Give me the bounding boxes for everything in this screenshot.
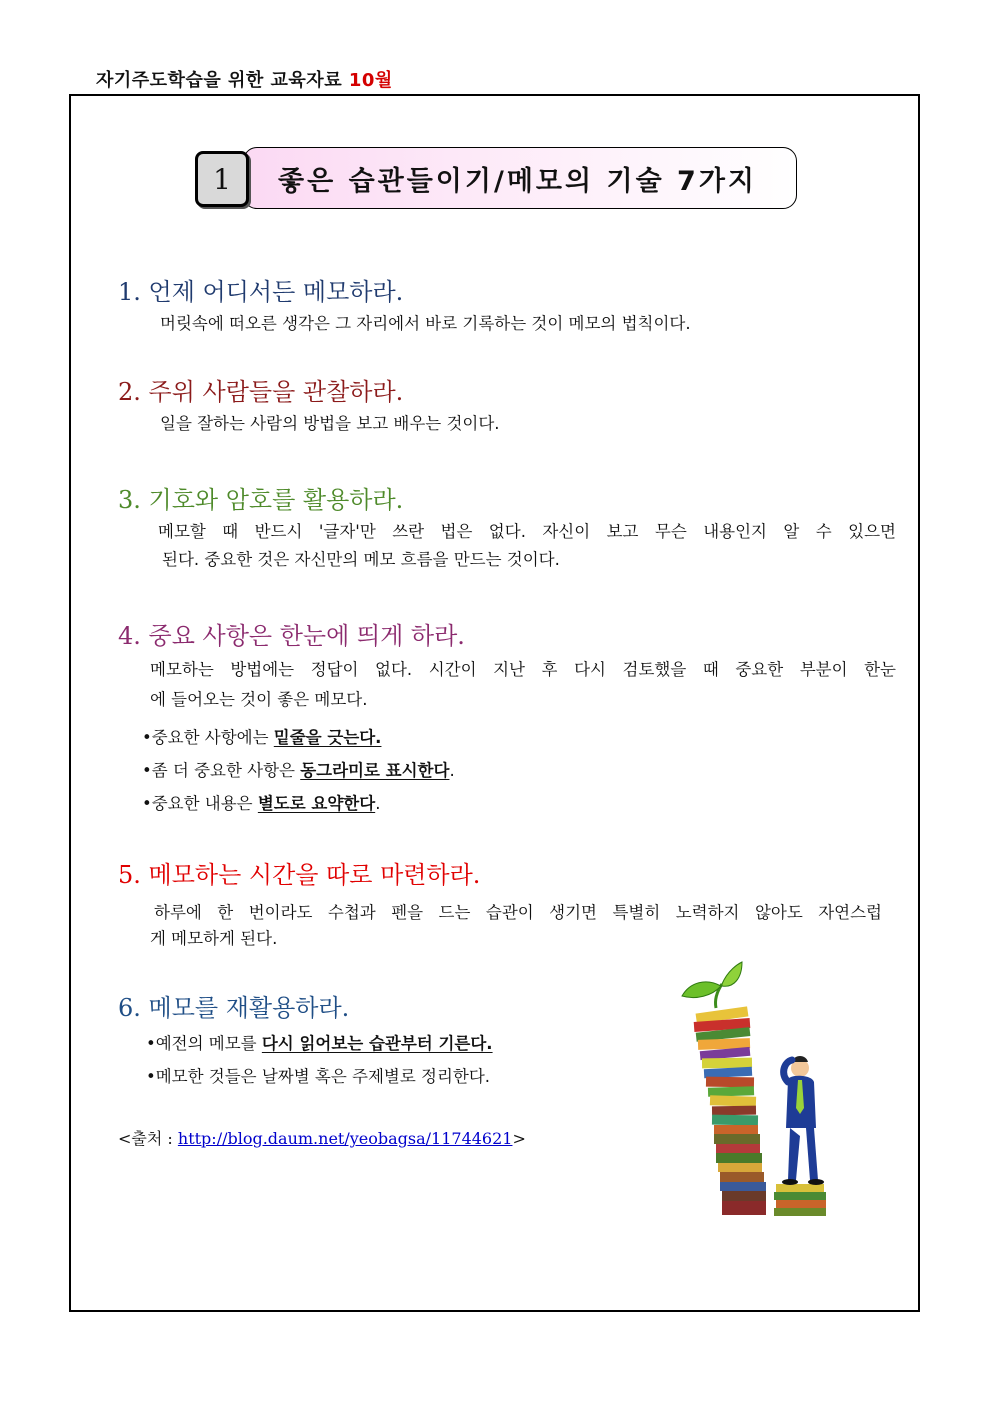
bullet-item: •중요한 내용은 별도로 요약한다. — [142, 794, 381, 813]
section-1-heading: 1. 언제 어디서든 메모하라. — [118, 278, 404, 306]
bullet-emphasis: 밑줄을 긋는다. — [273, 728, 382, 747]
bullet-emphasis: 다시 읽어보는 습관부터 기른다. — [261, 1034, 493, 1053]
section-2-heading: 2. 주위 사람들을 관찰하라. — [118, 378, 404, 406]
source-citation: <출처 : http://blog.daum.net/yeobagsa/11744621> — [118, 1129, 526, 1148]
section-3-body-line2: 된다. 중요한 것은 자신만의 메모 흐름을 만드는 것이다. — [162, 550, 560, 569]
section-1-body: 머릿속에 떠오른 생각은 그 자리에서 바로 기록하는 것이 메모의 법칙이다. — [160, 314, 691, 333]
source-link[interactable]: http://blog.daum.net/yeobagsa/11744621 — [177, 1129, 513, 1148]
bullet-item: •중요한 사항에는 밑줄을 긋는다. — [142, 728, 382, 747]
section-4-body-line2: 에 들어오는 것이 좋은 메모다. — [150, 690, 368, 709]
section-5-body-line1: 하루에 한 번이라도 수첩과 펜을 드는 습관이 생기면 특별히 노력하지 않아도 자연스럽 — [154, 903, 882, 922]
section-3-body-line1: 메모할 때 반드시 '글자'만 쓰란 법은 없다. 자신이 보고 무슨 내용인지 알 수 있으면 — [158, 522, 896, 541]
section-3-heading: 3. 기호와 암호를 활용하라. — [118, 486, 404, 514]
page-title: 좋은 습관들이기/메모의 기술 7가지 — [278, 165, 757, 197]
bullet-item: •예전의 메모를 다시 읽어보는 습관부터 기른다. — [146, 1034, 493, 1053]
section-6-heading: 6. 메모를 재활용하라. — [118, 994, 350, 1022]
bullet-emphasis: 동그라미로 표시한다 — [300, 761, 450, 780]
title-banner — [195, 147, 797, 211]
title-box — [243, 147, 797, 209]
section-4-body-line1: 메모하는 방법에는 정답이 없다. 시간이 지난 후 다시 검토했을 때 중요한 부분이 한눈 — [150, 660, 896, 679]
header-month: 10월 — [348, 70, 393, 91]
section-4-heading: 4. 중요 사항은 한눈에 띄게 하라. — [118, 622, 465, 650]
section-5-heading: 5. 메모하는 시간을 따로 마련하라. — [118, 861, 481, 889]
bullet-item: •메모한 것들은 날짜별 혹은 주제별로 정리한다. — [146, 1067, 491, 1086]
books-stack-illustration — [676, 958, 836, 1224]
page-header — [96, 66, 393, 92]
section-5-body-line2: 게 메모하게 된다. — [150, 929, 278, 948]
title-number-badge: 1 — [195, 151, 249, 207]
section-2-body: 일을 잘하는 사람의 방법을 보고 배우는 것이다. — [160, 414, 500, 433]
bullet-emphasis: 별도로 요약한다 — [257, 794, 376, 813]
bullet-item: •좀 더 중요한 사항은 동그라미로 표시한다. — [142, 761, 455, 780]
header-prefix: 자기주도학습을 위한 교육자료 — [96, 70, 343, 91]
